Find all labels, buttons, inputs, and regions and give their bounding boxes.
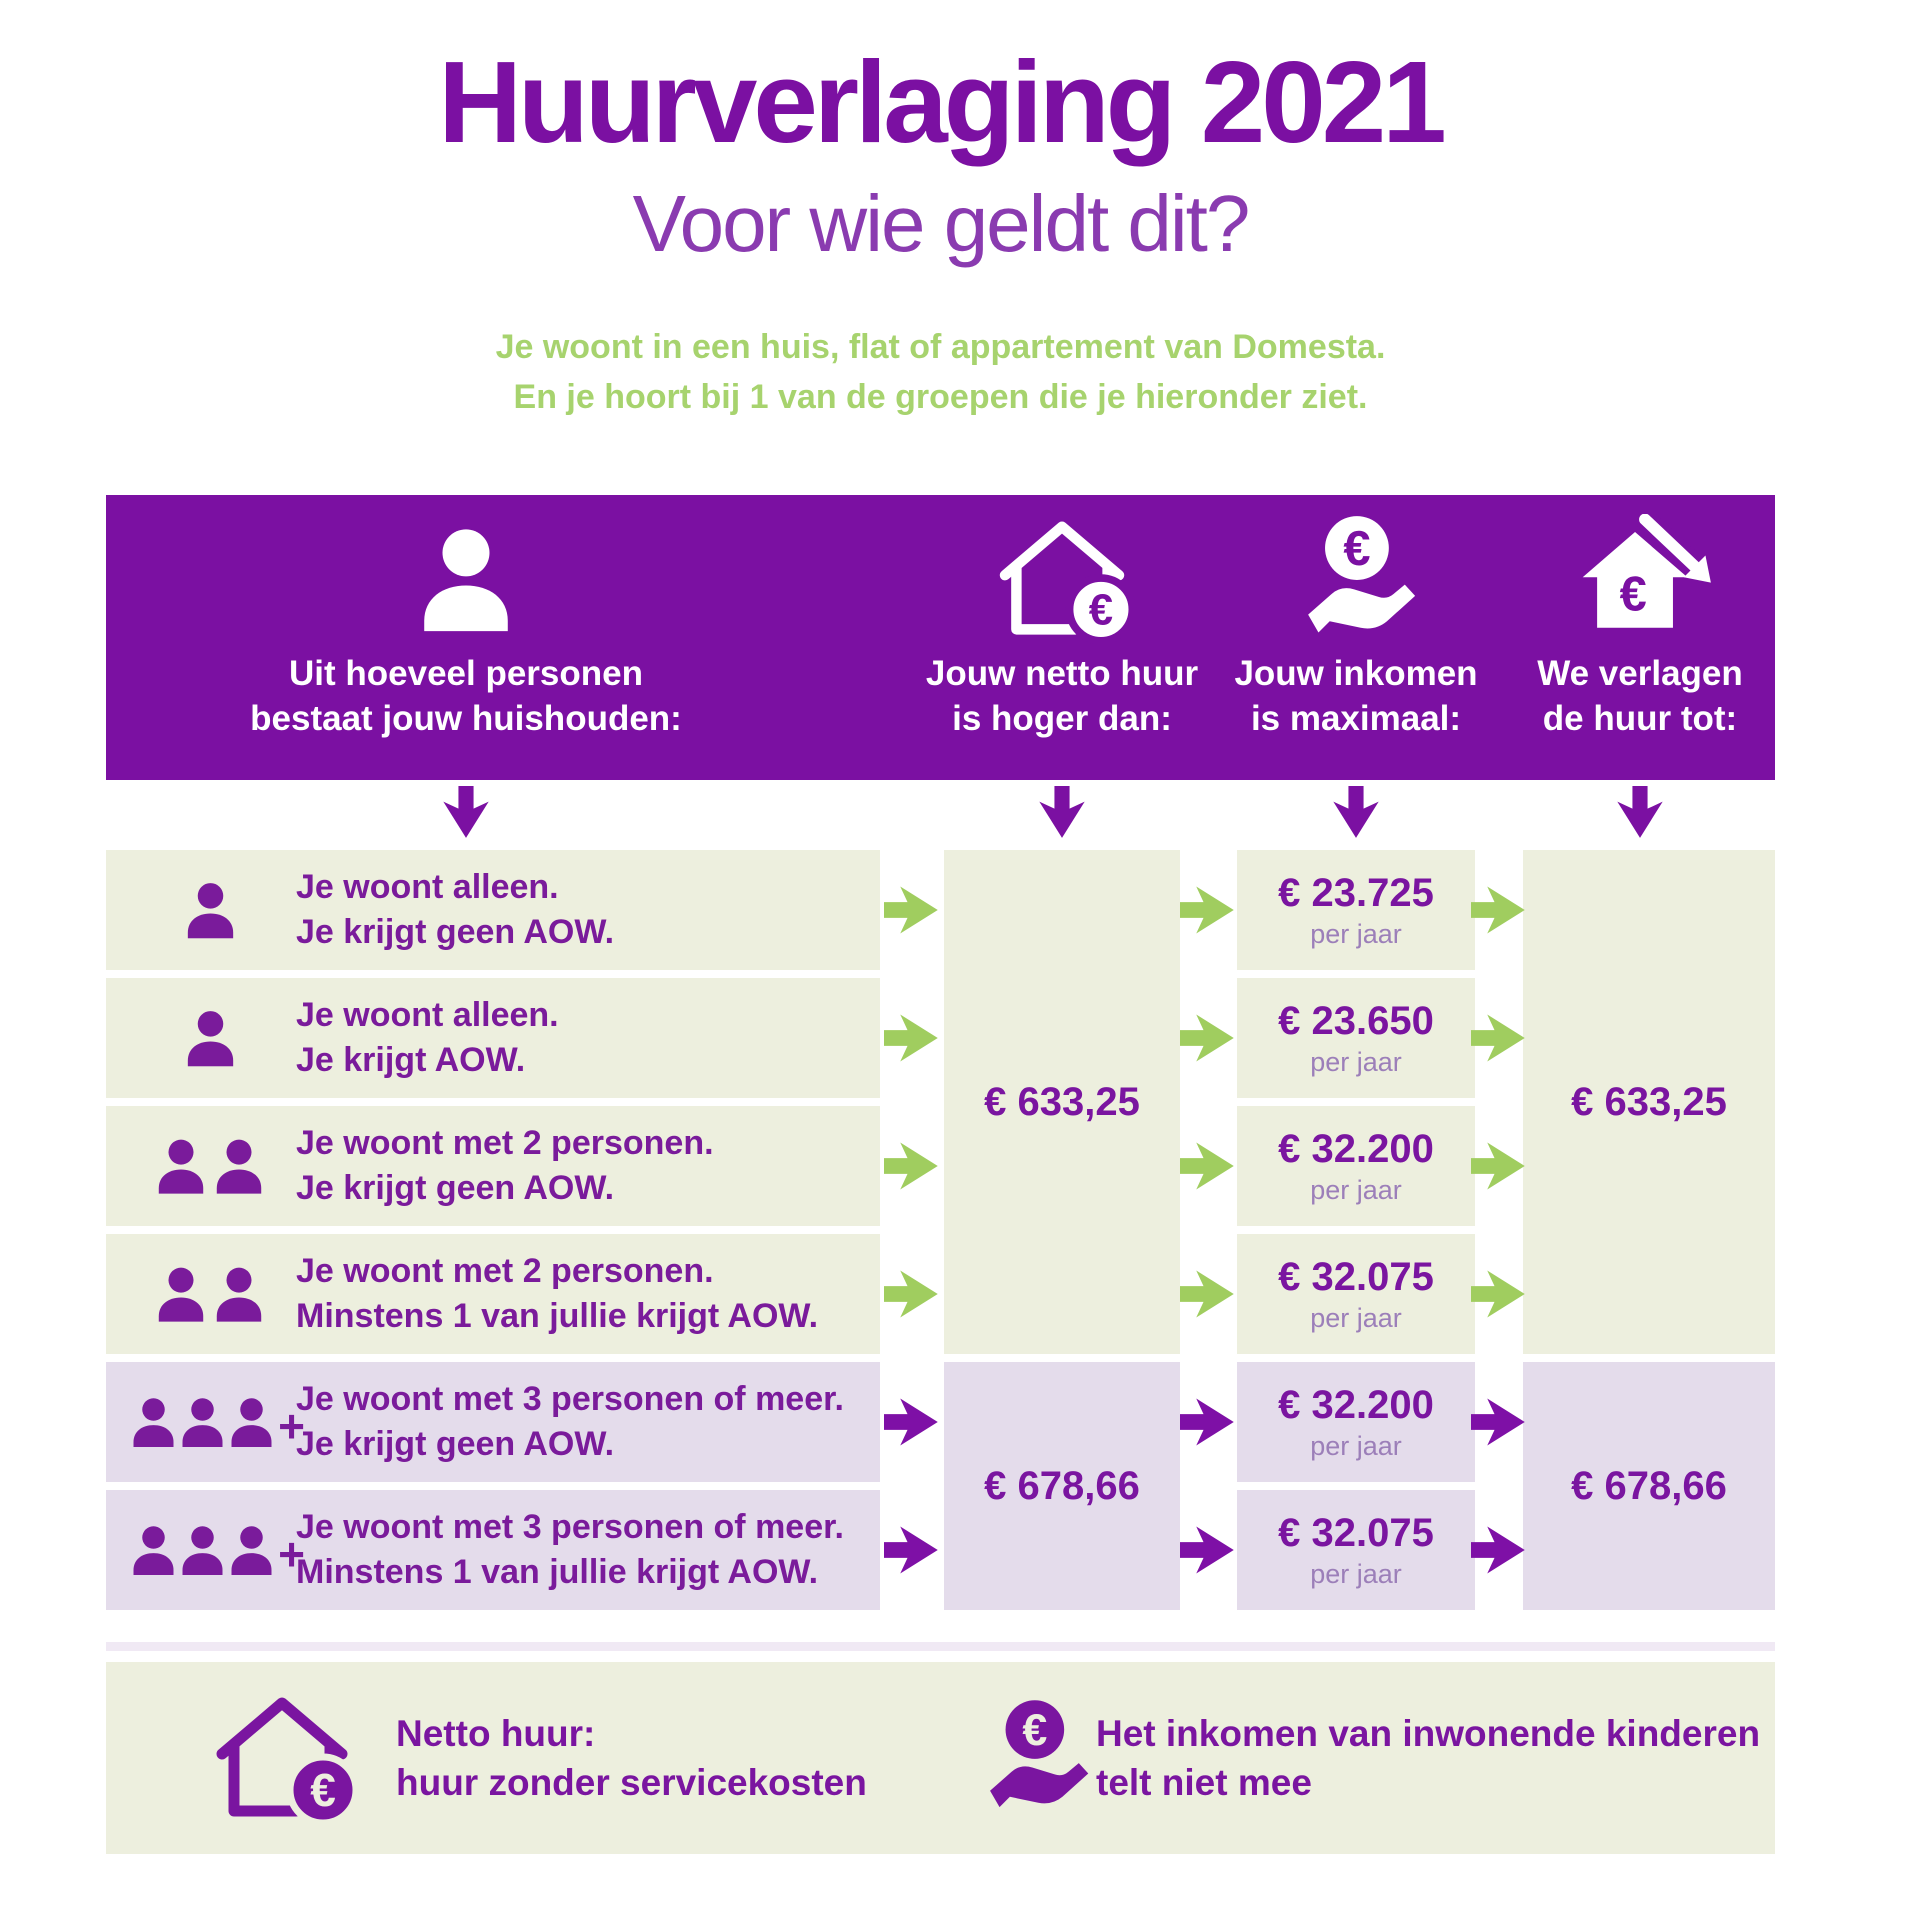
income-period: per jaar <box>1310 1558 1402 1589</box>
rent-above-box <box>944 1362 1180 1610</box>
right-arrow-icon <box>1175 1266 1241 1322</box>
income-box <box>1237 1362 1475 1482</box>
house-euro-icon <box>202 1689 362 1827</box>
income-value: € 23.725 <box>1278 870 1434 915</box>
income-period: per jaar <box>1310 1430 1402 1461</box>
intro-text <box>106 322 1775 422</box>
page-title: Huurverlaging 2021 <box>438 37 1443 167</box>
two-persons-icon <box>120 1138 300 1194</box>
netto-huur-note: Netto huur: huur zonder servicekosten <box>396 1713 867 1803</box>
header-label-reduce: We verlagen de huur tot: <box>1537 654 1743 738</box>
income-value: € 32.075 <box>1278 1254 1434 1299</box>
right-arrow-icon <box>879 1394 945 1450</box>
reduced-to-box <box>1523 1362 1775 1610</box>
household-description: Je woont met 3 personen of meer. Je krijgt geen AOW. <box>296 1380 844 1463</box>
header-label-rent: Jouw netto huur is hoger dan: <box>925 654 1199 738</box>
right-arrow-icon <box>1466 1266 1532 1322</box>
person-icon <box>419 513 513 645</box>
rent-above-box <box>944 850 1180 1354</box>
income-value: € 32.200 <box>1278 1126 1434 1171</box>
svg-text:€: € <box>1022 1705 1048 1756</box>
divider-line <box>106 1642 1775 1651</box>
household-row <box>106 1234 880 1354</box>
household-description: Je woont met 2 personen. Je krijgt geen AOW. <box>296 1124 714 1207</box>
header-col-income <box>1196 495 1516 780</box>
reduced-to-value: € 633,25 <box>1571 1079 1727 1124</box>
three-persons-plus-icon <box>108 1525 328 1580</box>
income-box <box>1237 1106 1475 1226</box>
household-description: Je woont met 2 personen. Minstens 1 van jullie krijgt AOW. <box>296 1252 819 1335</box>
euro-hand-icon <box>1295 513 1417 645</box>
one-person-icon <box>120 882 300 939</box>
income-box <box>1237 850 1475 970</box>
right-arrow-icon <box>1175 1522 1241 1578</box>
header-col-reduce <box>1510 495 1770 780</box>
income-children-note: Het inkomen van inwonende kinderen telt niet mee <box>1096 1713 1761 1803</box>
household-description: Je woont alleen. Je krijgt AOW. <box>296 996 559 1079</box>
household-row <box>106 978 880 1098</box>
income-period: per jaar <box>1310 1302 1402 1333</box>
income-box <box>1237 978 1475 1098</box>
right-arrow-icon <box>1175 882 1241 938</box>
intro-line-2: En je hoort bij 1 van de groepen die je hieronder ziet. <box>513 378 1368 416</box>
house-euro-icon <box>986 513 1138 645</box>
income-value: € 32.200 <box>1278 1382 1434 1427</box>
right-arrow-icon <box>1466 1394 1532 1450</box>
legend-footer <box>106 1662 1775 1854</box>
down-arrow-icon <box>1035 778 1089 848</box>
plus-icon: + <box>278 1527 305 1580</box>
right-arrow-icon <box>1175 1138 1241 1194</box>
svg-text:€: € <box>1088 585 1114 635</box>
one-person-icon <box>120 1010 300 1067</box>
rent-above-value: € 633,25 <box>984 1079 1140 1124</box>
svg-text:€: € <box>1619 567 1647 622</box>
income-period: per jaar <box>1310 1046 1402 1077</box>
house-euro-down-icon <box>1561 513 1719 645</box>
income-box <box>1237 1234 1475 1354</box>
right-arrow-icon <box>879 1522 945 1578</box>
header-label-household: Uit hoeveel personen bestaat jouw huishouden: <box>250 654 682 738</box>
reduced-to-value: € 678,66 <box>1571 1463 1727 1508</box>
three-persons-plus-icon <box>108 1397 328 1452</box>
income-box <box>1237 1490 1475 1610</box>
household-row <box>106 1106 880 1226</box>
income-period: per jaar <box>1310 918 1402 949</box>
household-row <box>106 1490 880 1610</box>
page-subtitle: Voor wie geldt dit? <box>632 179 1249 268</box>
household-row <box>106 850 880 970</box>
right-arrow-icon <box>1175 1394 1241 1450</box>
down-arrow-icon <box>1329 778 1383 848</box>
euro-hand-icon <box>978 1687 1090 1829</box>
svg-text:€: € <box>1343 521 1371 576</box>
income-period: per jaar <box>1310 1174 1402 1205</box>
header-band <box>106 495 1775 780</box>
two-persons-icon <box>120 1266 300 1322</box>
right-arrow-icon <box>1466 1138 1532 1194</box>
header-label-income: Jouw inkomen is maximaal: <box>1234 654 1478 738</box>
plus-icon: + <box>278 1399 305 1452</box>
household-row <box>106 1362 880 1482</box>
reduced-to-box <box>1523 850 1775 1354</box>
income-value: € 32.075 <box>1278 1510 1434 1555</box>
right-arrow-icon <box>879 1266 945 1322</box>
right-arrow-icon <box>1466 1010 1532 1066</box>
header-col-household <box>206 495 726 780</box>
rent-above-value: € 678,66 <box>984 1463 1140 1508</box>
intro-line-1: Je woont in een huis, flat of appartement van Domesta. <box>495 328 1386 366</box>
income-value: € 23.650 <box>1278 998 1434 1043</box>
household-description: Je woont met 3 personen of meer. Minstens 1 van jullie krijgt AOW. <box>296 1508 844 1591</box>
svg-text:€: € <box>310 1764 336 1816</box>
header-col-rent <box>902 495 1222 780</box>
right-arrow-icon <box>1175 1010 1241 1066</box>
right-arrow-icon <box>1466 1522 1532 1578</box>
right-arrow-icon <box>879 1010 945 1066</box>
right-arrow-icon <box>1466 882 1532 938</box>
down-arrow-icon <box>1613 778 1667 848</box>
down-arrow-icon <box>439 778 493 848</box>
right-arrow-icon <box>879 1138 945 1194</box>
household-description: Je woont alleen. Je krijgt geen AOW. <box>296 868 615 951</box>
right-arrow-icon <box>879 882 945 938</box>
